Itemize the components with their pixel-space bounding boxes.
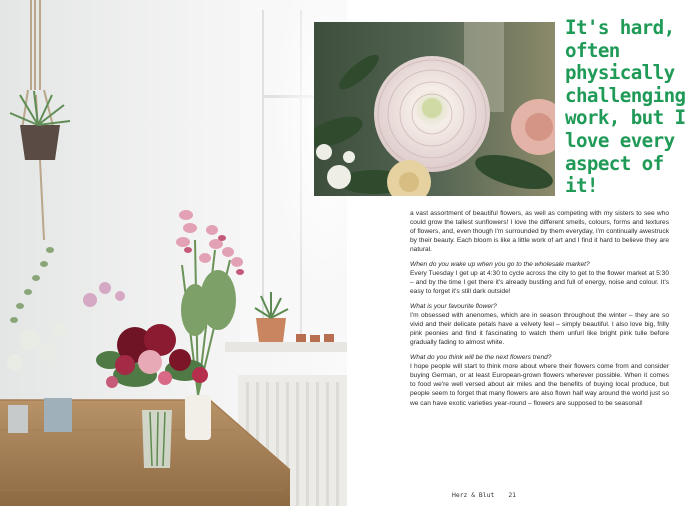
photo-dahlia-closeup <box>314 22 555 196</box>
publication-name: Herz & Blut <box>452 491 495 499</box>
qa-block-wake-up <box>410 260 669 296</box>
qa-block-favourite-flower <box>410 302 669 347</box>
answer-text: Every Tuesday I get up at 4:30 to cycle across the city to get to the flower market at 5:30 – and by the time I get there it's already bustling and full of energy, noise and colour. It's easy to forget it's still dark outside! <box>410 270 669 296</box>
intro-paragraph: a vast assortment of beautiful flowers, as well as competing with my sisters to see who could grow the tallest sunflowers! I love the different smells, colours, forms and textures of flowers, and, even though I'm surrounded by them everyday, I'm continually awestruck by their beauty. Each bloom is like a little work of art and I find it hard to believe they are natural. <box>410 210 669 254</box>
answer-text: I'm obsessed with anenomes, which are in season throughout the winter – they are so vivid and their delicate petals have a velvety feel – simply beautiful. I also love big, frilly pink peonies and find it fascinating to watch them unfurl like bright pink tulle before gradually fading to almost white. <box>410 312 669 347</box>
question-text: What do you think will be the next flowers trend? <box>410 354 552 362</box>
answer-text: I hope people will start to think more about where their flowers come from and consider buying German, or at least European-grown flowers wherever possible. When it comes to food we're well versed about air miles and the benefits of buying local produce, but people seem to forget that many flowers are also flown half way around the world just so we can have exotic varieties year-round – flowers are supposed to be seasonal! <box>410 363 669 407</box>
article-body <box>410 209 669 413</box>
question-text: When do you wake up when you go to the wholesale market? <box>410 261 590 269</box>
photo-flowers-on-table <box>0 0 347 506</box>
page-footer <box>452 491 516 499</box>
pull-quote: It's hard, often physically challenging work, but I love every aspect of it! <box>565 16 686 198</box>
qa-block-flower-trend <box>410 353 669 408</box>
page-number: 21 <box>508 491 517 499</box>
question-text: What is your favourite flower? <box>410 303 497 311</box>
